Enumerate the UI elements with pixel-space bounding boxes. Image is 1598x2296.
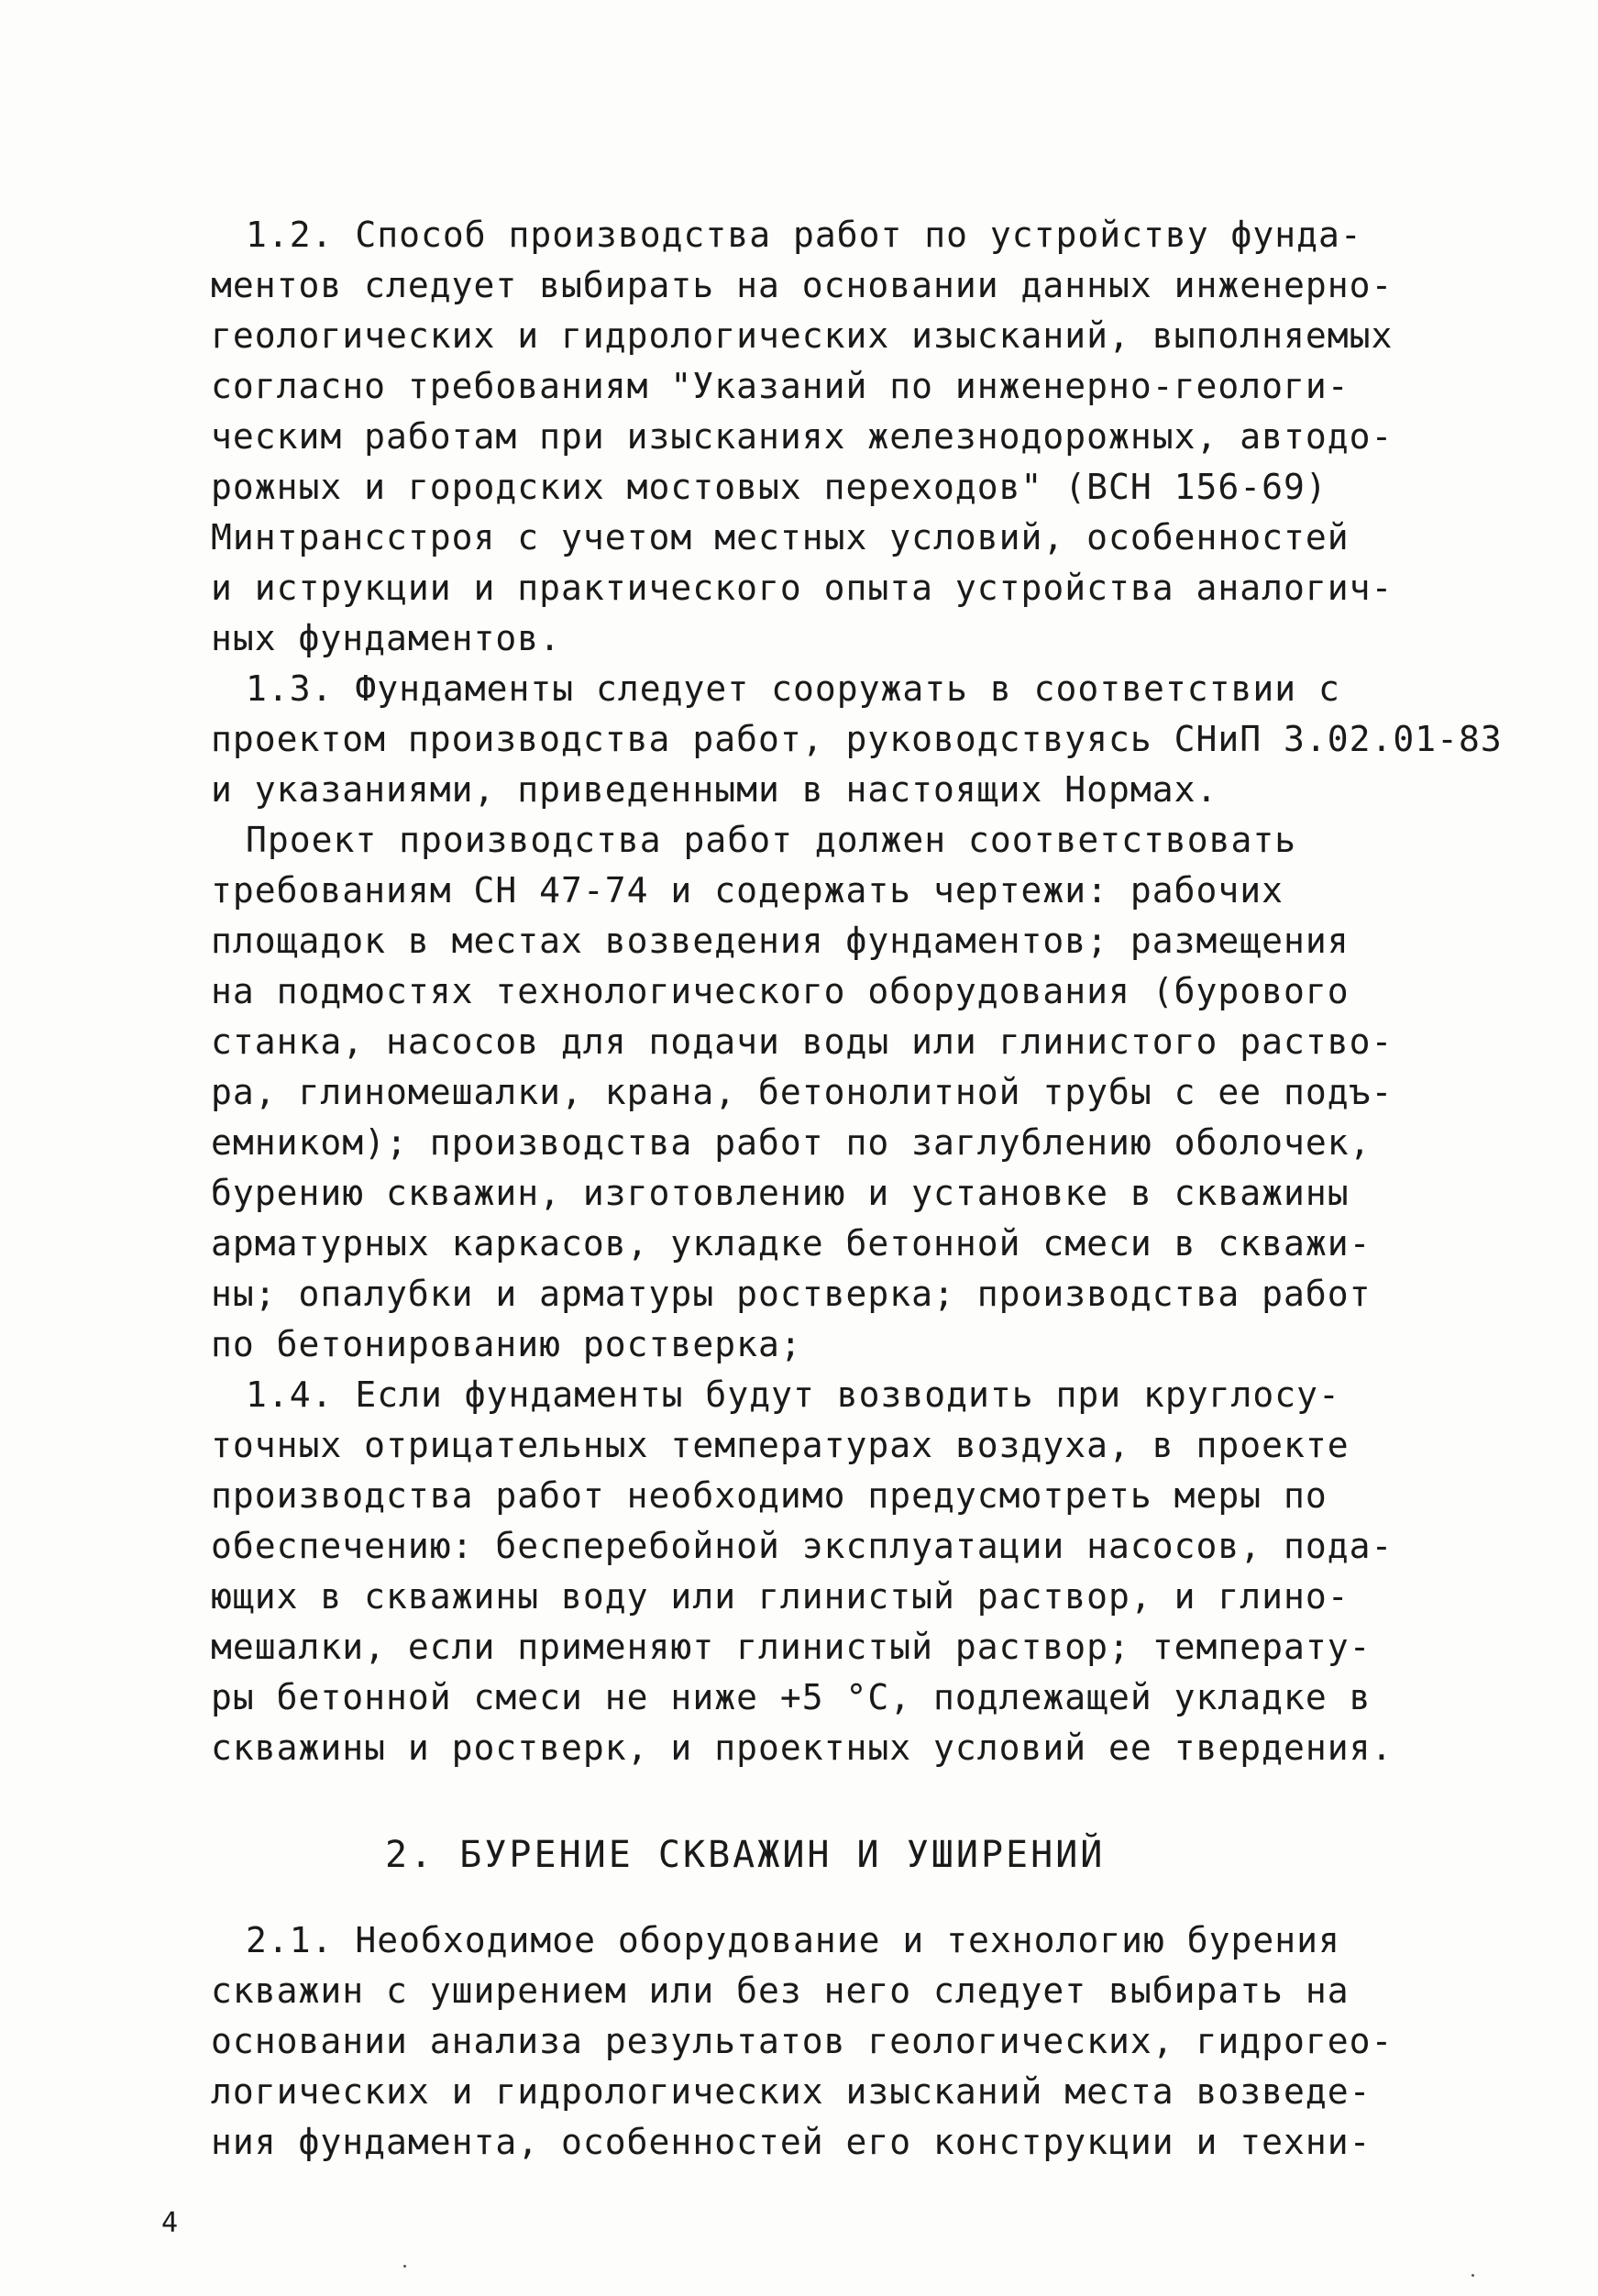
- text-line: ны; опалубки и арматуры ростверка; производства работ: [211, 1274, 1372, 1314]
- text-line: скважин с уширением или без него следует выбирать на: [211, 1970, 1350, 2011]
- text-line: Минтрансстроя с учетом местных условий, особенностей: [211, 517, 1350, 557]
- text-line: согласно требованиям "Указаний по инженерно-геологи-: [211, 366, 1350, 406]
- section-heading: 2. БУРЕНИЕ СКВАЖИН И УШИРЕНИЙ: [385, 1834, 1106, 1876]
- text-line: проектом производства работ, руководствуясь СНиП 3.02.01-83: [211, 719, 1503, 759]
- text-line: производства работ необходимо предусмотреть меры по: [211, 1475, 1328, 1516]
- text-line: бурению скважин, изготовлению и установке в скважины: [211, 1173, 1350, 1213]
- text-line: обеспечению: бесперебойной эксплуатации насосов, пода-: [211, 1526, 1394, 1566]
- text-line: емником); производства работ по заглублению оболочек,: [211, 1122, 1372, 1163]
- text-line: скважины и ростверк, и проектных условий ее твердения.: [211, 1728, 1394, 1768]
- text-line: станка, насосов для подачи воды или глинистого раство-: [211, 1021, 1394, 1062]
- text-line: 1.2. Способ производства работ по устройству фунда-: [246, 215, 1362, 255]
- text-line: площадок в местах возведения фундаментов; размещения: [211, 921, 1350, 961]
- text-line: Проект производства работ должен соответствовать: [246, 820, 1297, 860]
- text-line: по бетонированию ростверка;: [211, 1324, 802, 1364]
- scan-speck: [1471, 2274, 1474, 2277]
- text-line: геологических и гидрологических изысканий, выполняемых: [211, 315, 1394, 356]
- text-line: 1.4. Если фундаменты будут возводить при круглосу-: [246, 1374, 1340, 1415]
- text-line: ющих в скважины воду или глинистый раствор, и глино-: [211, 1576, 1350, 1617]
- page-number: 4: [161, 2207, 179, 2239]
- text-line: на подмостях технологического оборудования (бурового: [211, 971, 1350, 1011]
- text-line: и указаниями, приведенными в настоящих Нормах.: [211, 769, 1218, 810]
- text-line: ментов следует выбирать на основании данных инженерно-: [211, 265, 1394, 305]
- text-line: ческим работам при изысканиях железнодорожных, автодо-: [211, 416, 1394, 457]
- text-line: арматурных каркасов, укладке бетонной смеси в скважи-: [211, 1223, 1372, 1264]
- text-line: ры бетонной смеси не ниже +5 °С, подлежащей укладке в: [211, 1677, 1372, 1717]
- text-line: ных фундаментов.: [211, 618, 562, 658]
- text-line: рожных и городских мостовых переходов" (ВСН 156-69): [211, 467, 1328, 507]
- text-line: основании анализа результатов геологических, гидрогео-: [211, 2021, 1394, 2061]
- text-line: мешалки, если применяют глинистый раствор; температу-: [211, 1627, 1372, 1667]
- text-line: 2.1. Необходимое оборудование и технологию бурения: [246, 1920, 1340, 1960]
- text-line: точных отрицательных температурах воздуха, в проекте: [211, 1425, 1350, 1465]
- text-line: 1.3. Фундаменты следует сооружать в соответствии с: [246, 668, 1340, 709]
- text-line: логических и гидрологических изысканий места возведе-: [211, 2071, 1372, 2112]
- scan-speck: [403, 2265, 406, 2268]
- text-line: и иструкции и практического опыта устройства аналогич-: [211, 568, 1394, 608]
- text-line: требованиям СН 47-74 и содержать чертежи: рабочих: [211, 870, 1284, 911]
- text-line: ния фундамента, особенностей его конструкции и техни-: [211, 2122, 1372, 2162]
- text-line: ра, глиномешалки, крана, бетонолитной трубы с ее подъ-: [211, 1072, 1394, 1112]
